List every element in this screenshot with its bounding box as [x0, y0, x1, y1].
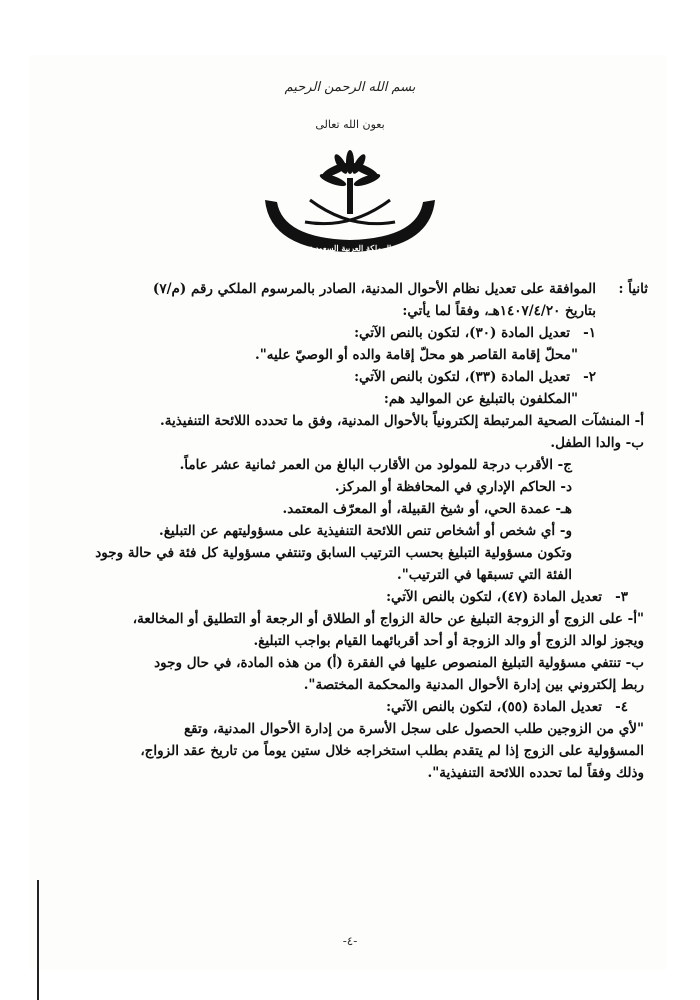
item-1-title [40, 322, 648, 344]
item-4-text-1: "لأي من الزوجين طلب الحصول على سجل الأسرة من إدارة الأحوال المدنية، وتقع [184, 721, 644, 737]
palm-trunk [347, 178, 353, 214]
item-2-clause-e: هـ- عمدة الحي، أو شيخ القبيلة، أو المعرّف المعتمد. [282, 501, 572, 517]
item-4-title [40, 696, 648, 718]
intro-text-1: الموافقة على تعديل نظام الأحوال المدنية، الصادر بالمرسوم الملكي رقم (م/٧) [152, 281, 596, 297]
item-1-title-text: تعديل المادة (٣٠)، لتكون بالنص الآتي: [354, 325, 570, 341]
item-3-title-text: تعديل المادة (٤٧)، لتكون بالنص الآتي: [386, 589, 602, 605]
item-2-note-1: وتكون مسؤولية التبليغ بحسب الترتيب السابق وتنتفي مسؤولية كل فئة في حالة وجود [95, 545, 572, 561]
scan-edge-mark [37, 880, 39, 1000]
item-3-clause-a-2: ويجوز لوالد الزوج أو والد الزوجة أو أحد أقربائهما القيام بواجب التبليغ. [253, 633, 644, 649]
item-2-title-text: تعديل المادة (٣٣)، لتكون بالنص الآتي: [354, 369, 570, 385]
item-4-title-text: تعديل المادة (٥٥)، لتكون بالنص الآتي: [386, 699, 602, 715]
item-1-text: "محلّ إقامة القاصر هو محلّ إقامة والده أو الوصيّ عليه". [255, 347, 578, 363]
item-2-clause-f: و- أي شخص أو أشخاص تنص اللائحة التنفيذية على مسؤوليتهم عن التبليغ. [159, 523, 572, 539]
item-3-title [40, 586, 648, 608]
item-2-note-2: الفئة التي تسبقها في الترتيب". [397, 567, 572, 583]
item-2-number: ٢- [583, 369, 596, 385]
page-number: -٤- [342, 934, 358, 948]
item-2-intro: "المكلفون بالتبليغ عن المواليد هم: [383, 391, 578, 407]
item-2-clause-a: أ- المنشآت الصحية المرتبطة إلكترونياً بالأحوال المدنية، وفق ما تحدده اللائحة التنفيذية. [160, 413, 644, 429]
item-4-number: ٤- [615, 699, 628, 715]
item-2-clause-b: ب- والدا الطفل. [550, 435, 644, 451]
thaniyan-label: ثانياً : [618, 281, 648, 297]
basmala: بسم الله الرحمن الرحيم [284, 80, 416, 95]
item-2-clause-d: د- الحاكم الإداري في المحافظة أو المركز. [334, 479, 572, 495]
calligraphy-motto: بعون الله تعالى [315, 118, 385, 131]
item-2-title [40, 366, 648, 388]
letterhead [0, 0, 700, 270]
emblem-caption: المملكة العربية السعودية [308, 243, 392, 253]
item-4-text-2: المسؤولية على الزوج إذا لم يتقدم بطلب استخراجه خلال ستين يوماً من تاريخ عقد الزواج، [140, 743, 644, 759]
item-4-text-3: وذلك وفقاً لما تحدده اللائحة التنفيذية". [427, 765, 644, 781]
item-3-clause-a-1: "أ- على الزوج أو الزوجة التبليغ عن حالة الزواج أو الطلاق أو الرجعة أو التطليق أو المخالعة، [132, 611, 644, 627]
item-3-number: ٣- [615, 589, 628, 605]
item-3-clause-b-1: ب- تنتفي مسؤولية التبليغ المنصوص عليها في الفقرة (أ) من هذه المادة، في حال وجود [154, 655, 644, 671]
item-2-clause-c: ج- الأقرب درجة للمولود من الأقارب البالغ من العمر ثمانية عشر عاماً. [179, 457, 572, 473]
intro-line-1 [40, 278, 648, 300]
item-1-number: ١- [583, 325, 596, 341]
saudi-emblem-icon [255, 150, 445, 255]
decree-body [40, 278, 648, 784]
item-3-clause-b-2: ربط إلكتروني بين إدارة الأحوال المدنية والمحكمة المختصة". [303, 677, 644, 693]
intro-line-2: بتاريخ ١٤٠٧/٤/٢٠هـ، وفقاً لما يأتي: [402, 303, 596, 319]
